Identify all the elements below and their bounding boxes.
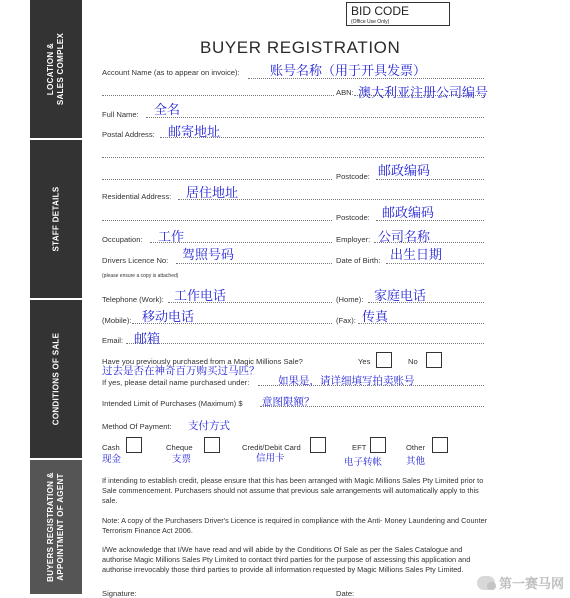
mobile-annotation: 移动电话 <box>142 310 195 325</box>
payment-cash-annotation: 现金 <box>102 454 122 465</box>
payment-eft-annotation: 电子转帐 <box>344 457 383 468</box>
purchase-name-label: If yes, please detail name purchased under: <box>102 378 250 387</box>
account-name-label: Account Name (as to appear on invoice): <box>102 68 240 77</box>
postal-address-label: Postal Address: <box>102 130 155 139</box>
page-title: BUYER REGISTRATION <box>200 38 401 57</box>
telephone-home-label: (Home): <box>336 295 364 304</box>
sidebar-section-registration <box>30 460 82 596</box>
payment-cash-label: Cash <box>102 443 120 452</box>
sidebar-label-staff: STAFF DETAILS <box>51 186 60 252</box>
full-name-field[interactable] <box>146 117 484 118</box>
yes-checkbox[interactable] <box>376 352 392 368</box>
sidebar-label-location: LOCATION & SALES COMPLEX <box>46 32 66 106</box>
postal-address-line-2[interactable] <box>102 157 484 158</box>
previous-purchase-question: Have you previously purchased from a Magic Millions Sale? <box>102 357 303 366</box>
date-label: Date: <box>336 589 355 598</box>
payment-eft-checkbox[interactable] <box>370 437 386 453</box>
payment-other-checkbox[interactable] <box>432 437 448 453</box>
payment-other-label: Other <box>406 443 425 452</box>
postal-address-annotation: 邮寄地址 <box>168 125 221 140</box>
email-label: Email: <box>102 336 124 345</box>
yes-label: Yes <box>358 357 371 366</box>
abn-label: ABN: <box>336 88 354 97</box>
mobile-label: (Mobile): <box>102 316 132 325</box>
payment-method-label: Method Of Payment: <box>102 422 172 431</box>
payment-card-annotation: 信用卡 <box>256 453 285 464</box>
bid-code-note: (Office Use Only) <box>351 19 390 25</box>
copy-attached-note: (please ensure a copy is attached) <box>102 273 179 279</box>
postcode-label: Postcode: <box>336 172 370 181</box>
payment-cheque-annotation: 支票 <box>172 454 192 465</box>
postcode2-annotation: 邮政编码 <box>382 206 435 221</box>
credit-notice-text: If intending to establish credit, please ensure that this has been arranged with Magic Millions Sales Pty Limited prior to Sale commencement. Purchasers should not assume that previous sale arrangements will automatically apply to this sale. <box>102 476 484 505</box>
acknowledgement-text: I/We acknowledge that I/We have read and will abide by the Conditions Of Sale as per the Sales Catalogue and authorise Magic Millions Sales Pty Limited to contact third parties for the purpose of assessing this application and authorise irrevocably those third parties to provide all information requested by Magic Millions Sales Pty Limited. <box>102 545 471 574</box>
payment-cash-checkbox[interactable] <box>126 437 142 453</box>
payment-eft-label: EFT <box>352 443 367 452</box>
bid-code-box <box>346 2 450 26</box>
drivers-licence-annotation: 驾照号码 <box>182 248 235 263</box>
postal-address-line-3[interactable] <box>102 179 332 180</box>
residential-address-label: Residential Address: <box>102 192 172 201</box>
payment-cheque-label: Cheque <box>166 443 193 452</box>
postcode2-label: Postcode: <box>336 213 370 222</box>
bid-code-title: BID CODE <box>351 4 410 18</box>
employer-annotation: 公司名称 <box>378 230 431 245</box>
occupation-annotation: 工作 <box>158 230 185 245</box>
full-name-annotation: 全名 <box>154 103 181 118</box>
watermark-text: 第一赛马网 <box>498 576 564 591</box>
full-name-label: Full Name: <box>102 110 139 119</box>
no-checkbox[interactable] <box>426 352 442 368</box>
buyer-registration-form <box>96 0 566 596</box>
fax-annotation: 传真 <box>362 310 389 325</box>
previous-purchase-annotation: 过去是否在神奇百万购买过马匹？ <box>102 365 260 377</box>
payment-card-checkbox[interactable] <box>310 437 326 453</box>
residential-address-line-2[interactable] <box>102 220 332 221</box>
watermark <box>477 573 564 592</box>
abn-annotation: 澳大利亚注册公司编号 <box>358 86 489 101</box>
sidebar-label-registration: BUYERS REGISTRATION & APPOINTMENT OF AGENT <box>46 472 65 582</box>
sidebar-section-location <box>30 0 82 140</box>
sidebar-section-staff <box>30 140 82 300</box>
payment-method-annotation: 支付方式 <box>188 420 230 432</box>
date-of-birth-annotation: 出生日期 <box>390 248 443 263</box>
residential-address-annotation: 居住地址 <box>186 186 239 201</box>
account-name-annotation: 账号名称（用于开具发票） <box>270 64 427 79</box>
email-field[interactable] <box>126 343 484 344</box>
purchase-limit-annotation: 意图限额？ <box>262 396 315 408</box>
fax-label: (Fax): <box>336 316 356 325</box>
no-label: No <box>408 357 418 366</box>
email-annotation: 邮箱 <box>134 332 161 347</box>
drivers-licence-field[interactable] <box>176 263 332 264</box>
date-of-birth-label: Date of Birth: <box>336 256 381 265</box>
payment-cheque-checkbox[interactable] <box>204 437 220 453</box>
occupation-label: Occupation: <box>102 235 143 244</box>
sidebar-section-conditions <box>30 300 82 460</box>
section-sidebar <box>30 0 82 596</box>
postcode-field[interactable] <box>376 179 484 180</box>
telephone-work-label: Telephone (Work): <box>102 295 164 304</box>
account-name-line-2[interactable] <box>102 95 334 96</box>
wechat-icon <box>477 576 495 590</box>
licence-notice-text: Note: A copy of the Purchasers Driver's Licence is required in compliance with the Anti- Money Laundering and Counter Terrorism Finance Act 2006. <box>102 516 488 535</box>
drivers-licence-label: Drivers Licence No: <box>102 256 169 265</box>
telephone-work-annotation: 工作电话 <box>174 289 227 304</box>
payment-other-annotation: 其他 <box>406 456 426 467</box>
telephone-home-annotation: 家庭电话 <box>374 289 427 304</box>
purchase-limit-label: Intended Limit of Purchases (Maximum) $ <box>102 399 243 408</box>
employer-label: Employer: <box>336 235 371 244</box>
purchase-name-annotation: 如果是，请详细填写拍卖账号 <box>278 375 415 387</box>
signature-label: Signature: <box>102 589 137 598</box>
postcode-annotation: 邮政编码 <box>378 164 431 179</box>
date-of-birth-field[interactable] <box>386 263 484 264</box>
payment-card-label: Credit/Debit Card <box>242 443 301 452</box>
sidebar-label-conditions: CONDITIONS OF SALE <box>51 332 61 426</box>
